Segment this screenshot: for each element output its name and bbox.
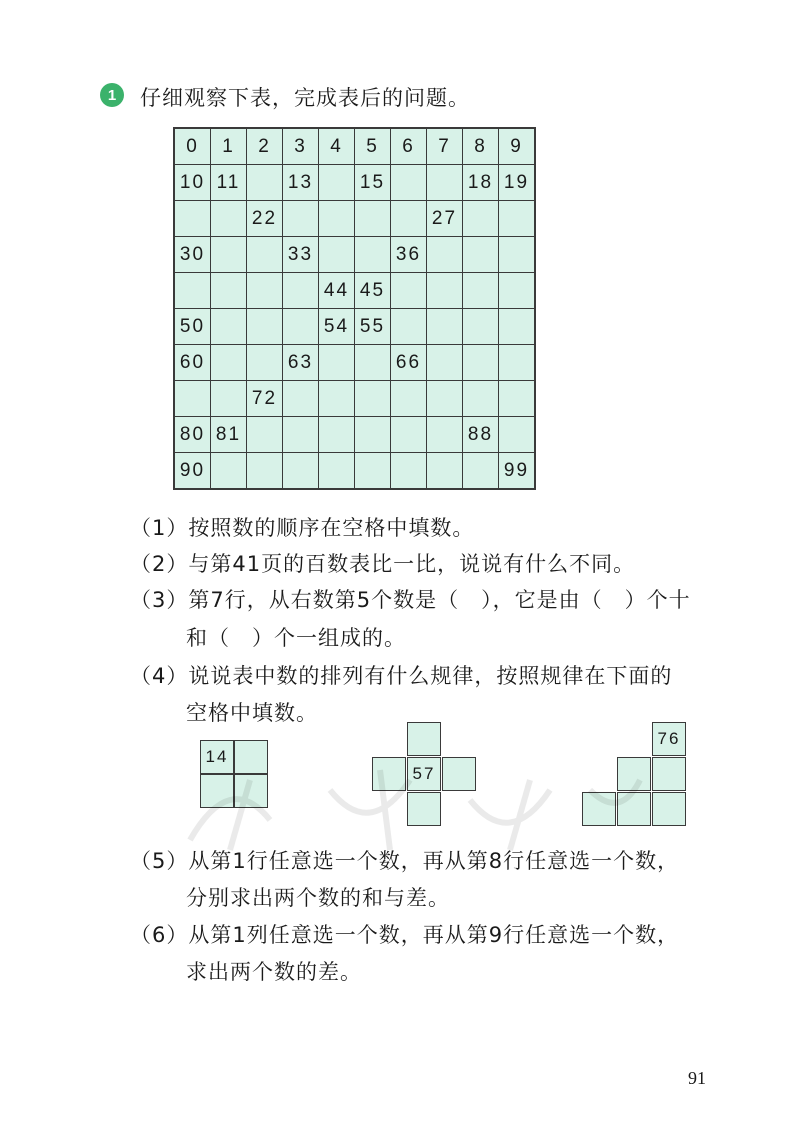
figure-staircase-cell xyxy=(652,792,686,826)
question-2: （2）与第41页的百数表比一比，说说有什么不同。 xyxy=(130,552,636,576)
table-cell xyxy=(499,417,534,452)
table-cell xyxy=(175,273,210,308)
table-cell xyxy=(247,417,282,452)
question-5-line-1: （5）从第1行任意选一个数，再从第8行任意选一个数， xyxy=(130,849,680,873)
table-cell xyxy=(499,345,534,380)
table-cell: 99 xyxy=(499,453,534,488)
table-cell xyxy=(247,273,282,308)
figure-cross-cell xyxy=(407,722,441,756)
table-cell: 11 xyxy=(211,165,246,200)
table-cell: 3 xyxy=(283,129,318,164)
table-cell xyxy=(463,273,498,308)
table-cell xyxy=(391,381,426,416)
table-cell xyxy=(247,237,282,272)
table-cell xyxy=(211,381,246,416)
table-cell: 15 xyxy=(355,165,390,200)
table-cell xyxy=(463,201,498,236)
table-cell: 22 xyxy=(247,201,282,236)
table-cell: 60 xyxy=(175,345,210,380)
table-cell: 7 xyxy=(427,129,462,164)
question-3-line-2: 和（ ）个一组成的。 xyxy=(186,626,406,650)
table-cell xyxy=(319,237,354,272)
table-cell xyxy=(391,417,426,452)
figure-square-cell-top-left: 14 xyxy=(200,740,234,774)
table-cell xyxy=(283,201,318,236)
table-cell xyxy=(247,453,282,488)
table-cell xyxy=(463,309,498,344)
table-cell xyxy=(427,237,462,272)
table-cell xyxy=(319,453,354,488)
table-cell: 33 xyxy=(283,237,318,272)
table-cell xyxy=(319,201,354,236)
table-cell xyxy=(211,453,246,488)
table-cell xyxy=(283,273,318,308)
table-cell xyxy=(463,453,498,488)
table-cell xyxy=(283,381,318,416)
table-cell xyxy=(247,165,282,200)
table-cell: 9 xyxy=(499,129,534,164)
table-cell xyxy=(427,165,462,200)
table-cell xyxy=(211,201,246,236)
table-cell xyxy=(319,165,354,200)
question-4-line-2: 空格中填数。 xyxy=(186,701,318,725)
table-cell xyxy=(283,309,318,344)
table-cell xyxy=(499,381,534,416)
table-cell xyxy=(391,201,426,236)
table-cell: 30 xyxy=(175,237,210,272)
table-cell xyxy=(355,381,390,416)
table-cell xyxy=(355,417,390,452)
table-cell xyxy=(355,201,390,236)
table-cell xyxy=(463,345,498,380)
table-cell: 0 xyxy=(175,129,210,164)
table-cell xyxy=(247,309,282,344)
table-cell: 54 xyxy=(319,309,354,344)
table-cell xyxy=(499,309,534,344)
table-cell: 72 xyxy=(247,381,282,416)
table-cell xyxy=(427,381,462,416)
table-cell xyxy=(355,237,390,272)
table-cell xyxy=(319,345,354,380)
figure-staircase-cell xyxy=(652,757,686,791)
table-cell xyxy=(283,417,318,452)
table-cell xyxy=(499,201,534,236)
table-cell: 8 xyxy=(463,129,498,164)
table-cell xyxy=(427,273,462,308)
table-cell xyxy=(211,237,246,272)
table-cell: 88 xyxy=(463,417,498,452)
table-cell: 45 xyxy=(355,273,390,308)
table-cell xyxy=(175,381,210,416)
table-cell: 6 xyxy=(391,129,426,164)
question-4-line-1: （4）说说表中数的排列有什么规律，按照规律在下面的 xyxy=(130,664,673,688)
figure-staircase-cell-top: 76 xyxy=(652,722,686,756)
table-cell xyxy=(391,309,426,344)
question-3-line-1: （3）第7行，从右数第5个数是（ ），它是由（ ）个十 xyxy=(130,588,691,612)
table-cell: 27 xyxy=(427,201,462,236)
table-cell: 13 xyxy=(283,165,318,200)
table-cell: 81 xyxy=(211,417,246,452)
table-cell xyxy=(319,381,354,416)
table-cell: 44 xyxy=(319,273,354,308)
table-cell: 50 xyxy=(175,309,210,344)
table-cell xyxy=(391,453,426,488)
exercise-number-badge: 1 xyxy=(100,83,124,107)
table-cell xyxy=(175,201,210,236)
page-number: 91 xyxy=(688,1068,706,1088)
table-cell: 2 xyxy=(247,129,282,164)
table-cell xyxy=(355,453,390,488)
table-cell xyxy=(427,417,462,452)
question-6-line-1: （6）从第1列任意选一个数，再从第9行任意选一个数， xyxy=(130,923,680,947)
table-cell xyxy=(499,237,534,272)
exercise-instruction: 仔细观察下表，完成表后的问题。 xyxy=(140,86,470,110)
table-cell xyxy=(427,345,462,380)
table-cell xyxy=(391,165,426,200)
table-cell xyxy=(427,309,462,344)
table-cell xyxy=(463,237,498,272)
table-cell xyxy=(211,273,246,308)
table-cell xyxy=(463,381,498,416)
table-cell xyxy=(211,345,246,380)
table-cell: 19 xyxy=(499,165,534,200)
table-cell: 63 xyxy=(283,345,318,380)
question-1: （1）按照数的顺序在空格中填数。 xyxy=(130,516,475,540)
table-cell: 5 xyxy=(355,129,390,164)
table-cell: 10 xyxy=(175,165,210,200)
table-cell xyxy=(247,345,282,380)
table-cell: 1 xyxy=(211,129,246,164)
table-cell xyxy=(211,309,246,344)
table-cell xyxy=(427,453,462,488)
table-cell: 90 xyxy=(175,453,210,488)
number-table xyxy=(173,127,536,490)
table-cell xyxy=(355,345,390,380)
table-cell xyxy=(283,453,318,488)
table-cell: 80 xyxy=(175,417,210,452)
question-5-line-2: 分别求出两个数的和与差。 xyxy=(186,886,450,910)
table-cell: 4 xyxy=(319,129,354,164)
table-cell xyxy=(391,273,426,308)
table-cell: 55 xyxy=(355,309,390,344)
table-cell: 36 xyxy=(391,237,426,272)
table-cell xyxy=(319,417,354,452)
question-6-line-2: 求出两个数的差。 xyxy=(186,960,362,984)
table-cell xyxy=(499,273,534,308)
figure-cross-cell-center: 57 xyxy=(407,757,441,791)
table-cell: 18 xyxy=(463,165,498,200)
table-cell: 66 xyxy=(391,345,426,380)
